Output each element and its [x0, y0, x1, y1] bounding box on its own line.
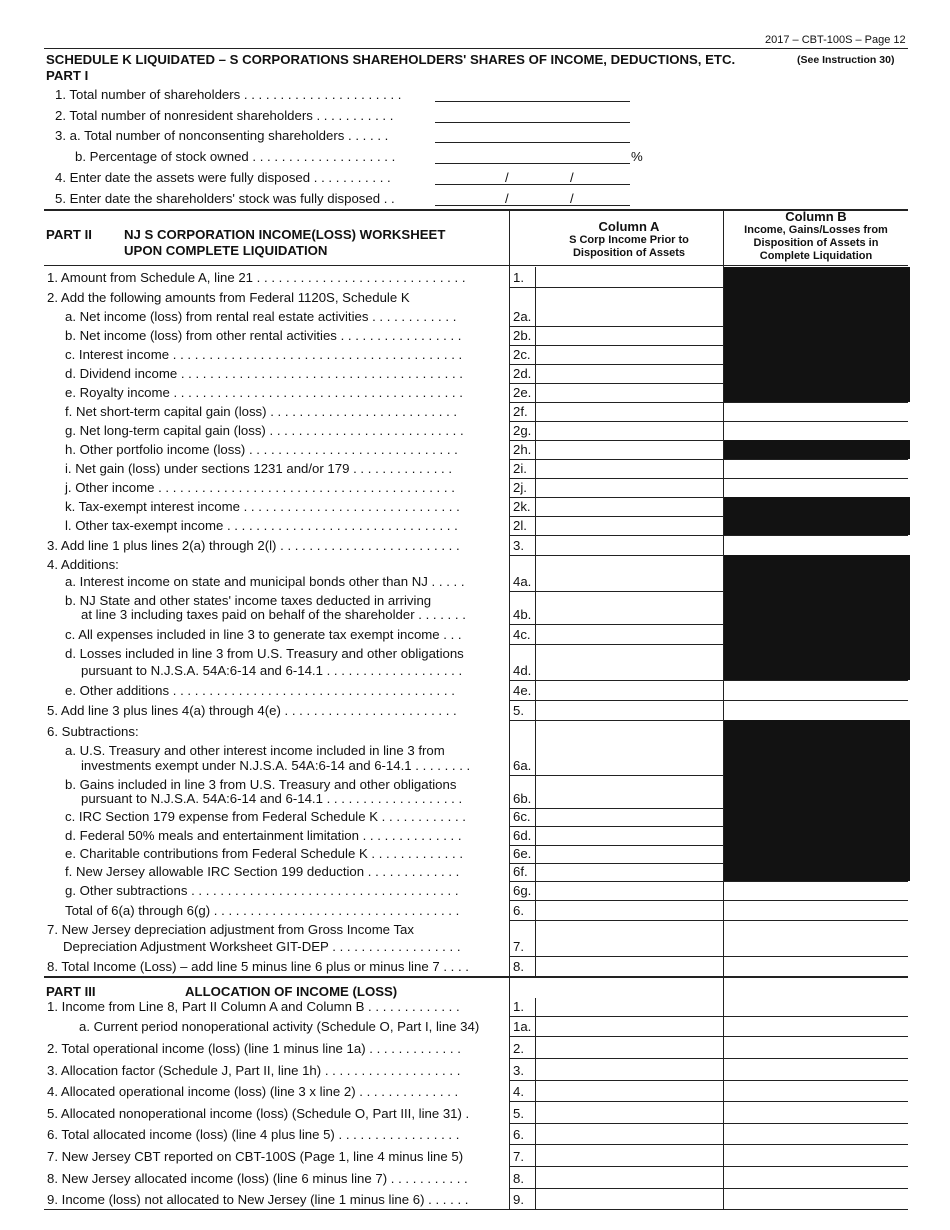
line-number: 2b. — [513, 328, 532, 343]
col-rule — [509, 976, 510, 1209]
column-a-sub2: Disposition of Assets — [572, 247, 686, 259]
bottom-rule — [44, 1209, 908, 1210]
row-label: 7. New Jersey depreciation adjustment from Gross Income Tax — [47, 922, 414, 937]
column-b-shaded — [723, 591, 910, 624]
column-a-input[interactable] — [535, 345, 723, 364]
column-b-input[interactable] — [723, 1016, 908, 1036]
column-b-shaded — [723, 741, 910, 775]
column-a-input[interactable] — [535, 402, 723, 421]
column-b-input[interactable] — [723, 900, 908, 920]
column-b-input[interactable] — [723, 680, 908, 700]
row-label: 1. Amount from Schedule A, line 21 . . . . . . . . . . . . . . . . . . . . . . . . . . . . . — [47, 270, 466, 285]
line-number: 6b. — [513, 791, 532, 806]
column-b-sub3: Complete Liquidation — [759, 250, 873, 262]
line-number: 2f. — [513, 404, 528, 419]
line-number: 2k. — [513, 499, 531, 514]
column-a-input[interactable] — [535, 1188, 723, 1209]
line-number: 2d. — [513, 366, 532, 381]
line-number: 8. — [513, 959, 524, 974]
row-label: Total of 6(a) through 6(g) . . . . . . . . . . . . . . . . . . . . . . . . . . . . . . . . . . — [65, 903, 460, 918]
row-label: 8. Total Income (Loss) – add line 5 minus line 6 plus or minus line 7 . . . . — [47, 959, 469, 974]
column-a-input[interactable] — [535, 881, 723, 900]
line-number: 2c. — [513, 347, 531, 362]
column-b-input[interactable] — [723, 700, 908, 720]
schedule-title: SCHEDULE K LIQUIDATED – S CORPORATIONS SHAREHOLDERS' SHARES OF INCOME, DEDUCTIONS, ETC. — [46, 52, 736, 67]
column-b-shaded — [723, 574, 910, 591]
row-label: l. Other tax-exempt income . . . . . . . . . . . . . . . . . . . . . . . . . . . . . . . . — [65, 518, 458, 533]
row-label: 5. Allocated nonoperational income (loss) (Schedule O, Part III, line 31) . — [47, 1106, 470, 1121]
column-b-input[interactable] — [723, 1144, 908, 1166]
column-b-shaded — [723, 516, 910, 535]
column-b-input[interactable] — [723, 1123, 908, 1144]
col-rule — [509, 209, 510, 976]
column-b-input[interactable] — [723, 478, 908, 497]
row-label: b. Gains included in line 3 from U.S. Treasury and other obligations — [65, 777, 457, 792]
col-rule — [535, 998, 536, 1209]
part3-label: PART III — [46, 984, 96, 999]
line-number: 2j. — [513, 480, 527, 495]
column-a-input[interactable] — [535, 1016, 723, 1036]
row-label: e. Charitable contributions from Federal Schedule K . . . . . . . . . . . . . — [65, 846, 464, 861]
nonresident-input[interactable] — [435, 122, 630, 123]
column-b-sub1: Income, Gains/Losses from — [744, 224, 888, 236]
row-label-cont: pursuant to N.J.S.A. 54A:6-14 and 6-14.1 . . . . . . . . . . . . . . . . . . . — [81, 791, 463, 806]
column-a-input[interactable] — [535, 1101, 723, 1123]
line-number: 2a. — [513, 309, 532, 324]
column-a-input[interactable] — [535, 741, 723, 775]
date-separator: / — [505, 191, 509, 206]
column-a-input[interactable] — [535, 516, 723, 535]
part1-line-5: 5. Enter date the shareholders' stock was fully disposed . . — [55, 191, 395, 206]
row-label: j. Other income . . . . . . . . . . . . . . . . . . . . . . . . . . . . . . . . . . . . . . . . . — [65, 480, 455, 495]
column-a-input[interactable] — [535, 1166, 723, 1188]
row-label-cont: investments exempt under N.J.S.A. 54A:6-14 and 6-14.1 . . . . . . . . — [81, 758, 471, 773]
line-number: 7. — [513, 939, 524, 954]
column-a-input[interactable] — [535, 383, 723, 402]
row-label: 3. Allocation factor (Schedule J, Part II, line 1h) . . . . . . . . . . . . . . . . . . . — [47, 1063, 461, 1078]
row-label: a. Current period nonoperational activity (Schedule O, Part I, line 34) — [79, 1019, 480, 1034]
column-b-header — [723, 210, 909, 263]
part1-line-4: 4. Enter date the assets were fully disposed . . . . . . . . . . . — [55, 170, 391, 185]
line-number: 6. — [513, 903, 524, 918]
column-b-shaded — [723, 808, 910, 826]
line-number: 4c. — [513, 627, 531, 642]
column-a-input[interactable] — [535, 497, 723, 516]
assets-disposed-date-input[interactable] — [435, 184, 630, 185]
column-b-shaded — [723, 826, 910, 845]
row-label: c. All expenses included in line 3 to generate tax exempt income . . . — [65, 627, 462, 642]
row-label: f. New Jersey allowable IRC Section 199 deduction . . . . . . . . . . . . . — [65, 864, 460, 879]
line-number: 4b. — [513, 607, 532, 622]
col-rule — [723, 209, 724, 976]
part2-header-rule — [44, 265, 908, 266]
line-number: 6c. — [513, 809, 531, 824]
column-b-input[interactable] — [723, 956, 908, 976]
row-label: 9. Income (loss) not allocated to New Jersey (line 1 minus line 6) . . . . . . — [47, 1192, 469, 1207]
column-b-input[interactable] — [723, 881, 908, 900]
line-number: 4. — [513, 1084, 524, 1099]
column-a-sub1: S Corp Income Prior to — [569, 234, 689, 246]
stock-disposed-date-input[interactable] — [435, 205, 630, 206]
column-a-input[interactable] — [535, 267, 723, 287]
part1-line-2: 2. Total number of nonresident shareholders . . . . . . . . . . . — [55, 108, 394, 123]
instruction-ref: (See Instruction 30) — [797, 54, 895, 66]
column-b-input[interactable] — [723, 1080, 908, 1101]
column-b-shaded — [723, 863, 910, 881]
part1-line-1: 1. Total number of shareholders . . . . . . . . . . . . . . . . . . . . . . — [55, 87, 402, 102]
column-b-title: Column B — [785, 209, 847, 224]
line-number: 1. — [513, 270, 524, 285]
column-b-shaded — [723, 287, 910, 307]
column-b-input[interactable] — [723, 421, 908, 440]
row-label: g. Other subtractions . . . . . . . . . . . . . . . . . . . . . . . . . . . . . . . . . . . . . — [65, 883, 459, 898]
column-b-sub2: Disposition of Assets in — [753, 237, 879, 249]
column-b-shaded — [723, 440, 910, 459]
row-label: 6. Total allocated income (loss) (line 4 plus line 5) . . . . . . . . . . . . . . . . . — [47, 1127, 460, 1142]
page-reference: 2017 – CBT-100S – Page 12 — [765, 34, 906, 46]
part1-heading: PART I — [46, 68, 89, 83]
column-b-shaded — [723, 644, 910, 680]
part1-line-3b: b. Percentage of stock owned . . . . . . . . . . . . . . . . . . . . — [75, 149, 396, 164]
part2-label: PART II — [46, 227, 92, 242]
line-number: 6f. — [513, 864, 528, 879]
column-b-input[interactable] — [723, 1058, 908, 1080]
column-a-input[interactable] — [535, 1080, 723, 1101]
column-a-header — [535, 220, 723, 260]
column-b-shaded — [723, 267, 910, 287]
row-label: b. Net income (loss) from other rental activities . . . . . . . . . . . . . . . . . — [65, 328, 462, 343]
row-label: e. Royalty income . . . . . . . . . . . . . . . . . . . . . . . . . . . . . . . . . . . . . . . . — [65, 385, 463, 400]
column-b-shaded — [723, 775, 910, 808]
row-label: d. Losses included in line 3 from U.S. Treasury and other obligations — [65, 646, 464, 661]
column-a-input[interactable] — [535, 1144, 723, 1166]
column-b-shaded — [723, 497, 910, 516]
part1-line-3a: 3. a. Total number of nonconsenting shareholders . . . . . . — [55, 128, 389, 143]
line-number: 4a. — [513, 574, 532, 589]
column-a-input[interactable] — [535, 535, 723, 555]
column-a-input[interactable] — [535, 775, 723, 808]
row-label: i. Net gain (loss) under sections 1231 and/or 179 . . . . . . . . . . . . . . — [65, 461, 453, 476]
line-number: 3. — [513, 538, 524, 553]
column-a-input[interactable] — [535, 920, 723, 956]
line-number: 5. — [513, 1106, 524, 1121]
row-label: 3. Add line 1 plus lines 2(a) through 2(l) . . . . . . . . . . . . . . . . . . . . . . . . . — [47, 538, 460, 553]
line-number: 6. — [513, 1127, 524, 1142]
row-label: k. Tax-exempt interest income . . . . . . . . . . . . . . . . . . . . . . . . . . . . . . — [65, 499, 460, 514]
line-number: 6g. — [513, 883, 532, 898]
row-label: 1. Income from Line 8, Part II Column A and Column B . . . . . . . . . . . . . — [47, 999, 460, 1014]
row-label: 7. New Jersey CBT reported on CBT-100S (Page 1, line 4 minus line 5) — [47, 1149, 464, 1164]
row-label: c. Interest income . . . . . . . . . . . . . . . . . . . . . . . . . . . . . . . . . . . . . . . . — [65, 347, 463, 362]
column-a-input[interactable] — [535, 1123, 723, 1144]
line-number: 2e. — [513, 385, 532, 400]
col-rule — [723, 976, 724, 1209]
row-label: a. U.S. Treasury and other interest income included in line 3 from — [65, 743, 445, 758]
row-label: 4. Allocated operational income (loss) (line 3 x line 2) . . . . . . . . . . . . . . — [47, 1084, 459, 1099]
column-a-input[interactable] — [535, 1058, 723, 1080]
column-b-shaded — [723, 326, 910, 345]
row-label: h. Other portfolio income (loss) . . . . . . . . . . . . . . . . . . . . . . . . . . . . . — [65, 442, 458, 457]
shareholders-input[interactable] — [435, 101, 630, 102]
row-label: b. NJ State and other states' income taxes deducted in arriving — [65, 593, 432, 608]
row-label: 4. Additions: — [47, 557, 119, 572]
column-a-title: Column A — [598, 219, 660, 234]
line-number: 2. — [513, 1041, 524, 1056]
column-a-input[interactable] — [535, 900, 723, 920]
row-label: 5. Add line 3 plus lines 4(a) through 4(e) . . . . . . . . . . . . . . . . . . . . . . . . — [47, 703, 457, 718]
line-number: 2l. — [513, 518, 527, 533]
column-b-shaded — [723, 720, 910, 741]
line-number: 4d. — [513, 663, 532, 678]
column-a-input[interactable] — [535, 808, 723, 826]
part2-title-line2: UPON COMPLETE LIQUIDATION — [124, 243, 328, 258]
line-number: 2g. — [513, 423, 532, 438]
column-b-shaded — [723, 624, 910, 644]
line-number: 3. — [513, 1063, 524, 1078]
column-a-input[interactable] — [535, 307, 723, 326]
line-number: 1. — [513, 999, 524, 1014]
column-b-input[interactable] — [723, 998, 908, 1016]
line-number: 6a. — [513, 758, 532, 773]
column-a-input[interactable] — [535, 459, 723, 478]
column-b-shaded — [723, 845, 910, 863]
column-b-input[interactable] — [723, 1188, 908, 1209]
row-label: 8. New Jersey allocated income (loss) (line 6 minus line 7) . . . . . . . . . . . — [47, 1171, 468, 1186]
line-number: 9. — [513, 1192, 524, 1207]
line-number: 5. — [513, 703, 524, 718]
row-label: c. IRC Section 179 expense from Federal Schedule K . . . . . . . . . . . . — [65, 809, 466, 824]
part2-title-line1: NJ S CORPORATION INCOME(LOSS) WORKSHEET — [124, 227, 446, 242]
row-label: d. Federal 50% meals and entertainment limitation . . . . . . . . . . . . . . — [65, 828, 462, 843]
part3-title: ALLOCATION OF INCOME (LOSS) — [185, 984, 398, 999]
column-b-shaded — [723, 383, 910, 402]
part3-top-rule — [44, 976, 908, 978]
line-number: 1a. — [513, 1019, 532, 1034]
col-rule — [535, 267, 536, 976]
row-label: 2. Total operational income (loss) (line 1 minus line 1a) . . . . . . . . . . . . . — [47, 1041, 461, 1056]
column-b-shaded — [723, 307, 910, 326]
line-number: 2i. — [513, 461, 527, 476]
column-b-input[interactable] — [723, 402, 908, 421]
column-a-input[interactable] — [535, 624, 723, 644]
row-label: g. Net long-term capital gain (loss) . . . . . . . . . . . . . . . . . . . . . . . . . . . — [65, 423, 464, 438]
percent-sign: % — [631, 149, 643, 164]
column-a-input[interactable] — [535, 364, 723, 383]
date-separator: / — [505, 170, 509, 185]
column-b-input[interactable] — [723, 920, 908, 956]
stock-percentage-input[interactable] — [435, 163, 630, 164]
column-b-shaded — [723, 345, 910, 364]
nonconsenting-input[interactable] — [435, 142, 630, 143]
column-b-input[interactable] — [723, 1036, 908, 1058]
date-separator: / — [570, 191, 574, 206]
column-a-input[interactable] — [535, 680, 723, 700]
column-b-input[interactable] — [723, 1101, 908, 1123]
line-number: 6d. — [513, 828, 532, 843]
column-a-input[interactable] — [535, 700, 723, 720]
line-number: 2h. — [513, 442, 532, 457]
top-rule — [44, 48, 908, 49]
row-label: a. Interest income on state and municipal bonds other than NJ . . . . . — [65, 574, 465, 589]
column-a-input[interactable] — [535, 863, 723, 881]
column-a-input[interactable] — [535, 826, 723, 845]
line-number: 6e. — [513, 846, 532, 861]
column-b-shaded — [723, 364, 910, 383]
column-a-input[interactable] — [535, 478, 723, 497]
row-label: 2. Add the following amounts from Federal 1120S, Schedule K — [47, 290, 410, 305]
row-label: f. Net short-term capital gain (loss) . . . . . . . . . . . . . . . . . . . . . . . . . . — [65, 404, 458, 419]
column-a-input[interactable] — [535, 440, 723, 459]
column-b-input[interactable] — [723, 1166, 908, 1188]
column-a-input[interactable] — [535, 998, 723, 1016]
column-a-input[interactable] — [535, 644, 723, 680]
column-a-input[interactable] — [535, 845, 723, 863]
line-number: 4e. — [513, 683, 532, 698]
row-label: a. Net income (loss) from rental real estate activities . . . . . . . . . . . . — [65, 309, 457, 324]
row-label: e. Other additions . . . . . . . . . . . . . . . . . . . . . . . . . . . . . . . . . . . . . . . — [65, 683, 455, 698]
column-b-shaded — [723, 555, 910, 574]
column-a-input[interactable] — [535, 1036, 723, 1058]
column-a-input[interactable] — [535, 591, 723, 624]
column-b-input[interactable] — [723, 459, 908, 478]
row-label-cont: pursuant to N.J.S.A. 54A:6-14 and 6-14.1 . . . . . . . . . . . . . . . . . . . — [81, 663, 463, 678]
date-separator: / — [570, 170, 574, 185]
column-a-input[interactable] — [535, 574, 723, 591]
column-a-input[interactable] — [535, 326, 723, 345]
line-number: 7. — [513, 1149, 524, 1164]
column-b-input[interactable] — [723, 535, 908, 555]
column-a-input[interactable] — [535, 956, 723, 976]
line-number: 8. — [513, 1171, 524, 1186]
row-label-cont: at line 3 including taxes paid on behalf of the shareholder . . . . . . . — [81, 607, 466, 622]
row-label: 6. Subtractions: — [47, 724, 139, 739]
row-label: d. Dividend income . . . . . . . . . . . . . . . . . . . . . . . . . . . . . . . . . . . . . . . — [65, 366, 463, 381]
row-label-cont: Depreciation Adjustment Worksheet GIT-DEP . . . . . . . . . . . . . . . . . . — [63, 939, 461, 954]
column-a-input[interactable] — [535, 421, 723, 440]
